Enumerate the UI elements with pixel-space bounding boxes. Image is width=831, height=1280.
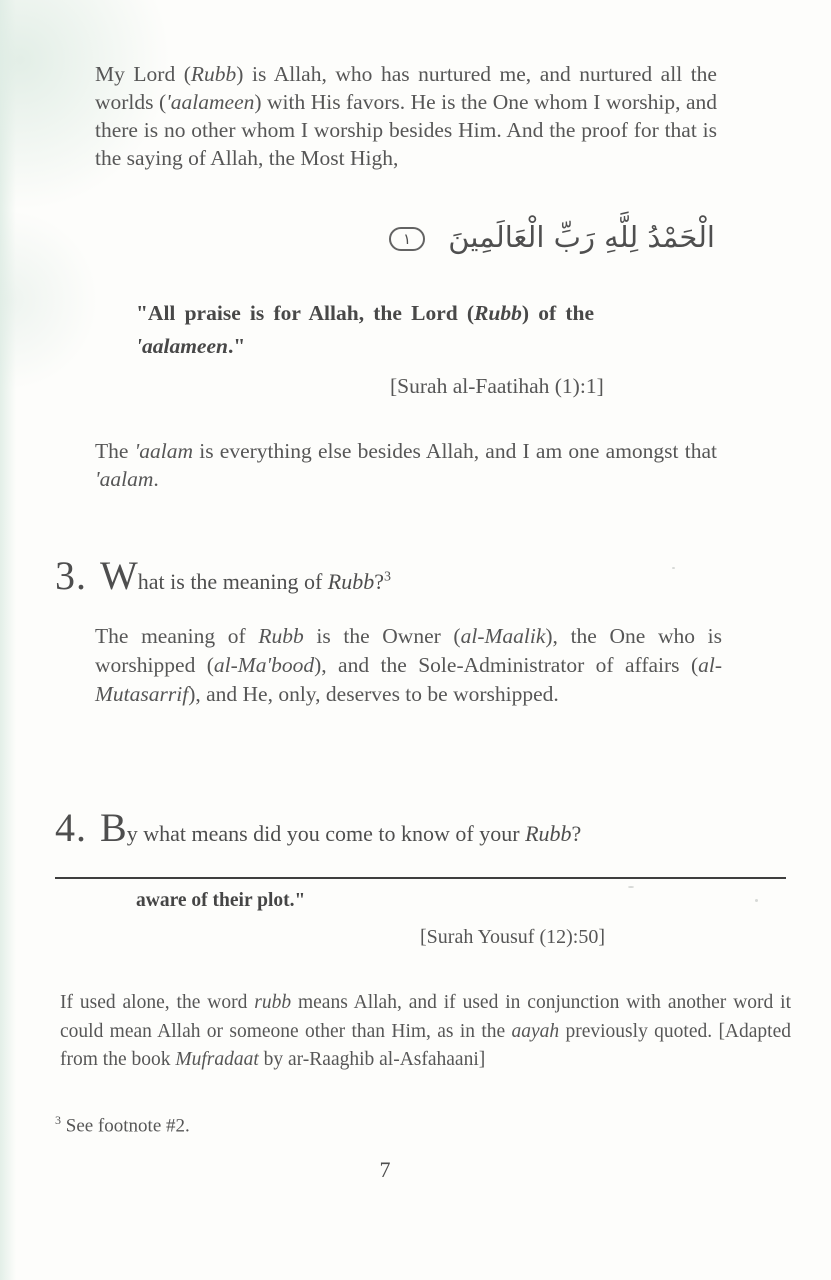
text-run: is the Owner ( bbox=[303, 624, 461, 648]
text-run: "All praise is for Allah, the Lord ( bbox=[136, 301, 475, 325]
text-run-italic: 'aalam bbox=[134, 439, 194, 463]
answer-3-paragraph bbox=[95, 622, 722, 709]
footnote-2-text bbox=[60, 989, 791, 1075]
text-run: If used alone, the word bbox=[60, 992, 255, 1013]
text-run: See footnote #2. bbox=[61, 1115, 190, 1137]
text-run: The bbox=[95, 439, 135, 463]
question-text bbox=[138, 569, 391, 594]
aalam-paragraph bbox=[95, 437, 717, 493]
text-run-italic: Rubb bbox=[258, 624, 304, 648]
text-run: ) is Allah, who has nurtured me, and nurtured all the worlds ( bbox=[95, 62, 717, 114]
question-initial-cap: B bbox=[100, 805, 127, 850]
question-4-heading bbox=[55, 804, 581, 851]
footnote-quote-continuation: aware of their plot." bbox=[136, 890, 306, 911]
text-run-italic: 'aalameen bbox=[136, 334, 228, 358]
text-run-italic: al-Ma'bood bbox=[213, 653, 315, 677]
text-run-italic: 'aalameen bbox=[166, 90, 255, 114]
text-run: ), the One who is worshipped ( bbox=[95, 624, 722, 677]
scan-speck bbox=[672, 567, 675, 569]
scan-speck bbox=[628, 886, 634, 888]
text-run-italic: rubb bbox=[254, 992, 292, 1013]
text-run-italic: 'aalam bbox=[95, 467, 154, 491]
text-run: The meaning of bbox=[95, 624, 259, 648]
text-run-italic: Rubb bbox=[474, 301, 522, 325]
text-run-italic: Mufradaat bbox=[175, 1049, 259, 1070]
text-run: is everything else besides Allah, and I am one amongst that bbox=[193, 439, 717, 463]
text-run: ), and He, only, deserves to be worshipped. bbox=[188, 682, 559, 706]
question-number: 3. bbox=[55, 553, 87, 598]
question-text bbox=[127, 821, 582, 846]
arabic-verse bbox=[95, 220, 715, 254]
footnote-reference-mark: 3 bbox=[384, 569, 391, 585]
text-run: previously quoted. [Adapted from the book bbox=[60, 1020, 791, 1070]
text-run: means Allah, and if used in conjunction with another word it could mean Allah or someone other than Him, as in the bbox=[60, 992, 792, 1042]
scan-speck bbox=[755, 899, 758, 902]
text-run-italic: Rubb bbox=[525, 821, 572, 846]
text-run: ? bbox=[374, 569, 384, 594]
text-run: ) with His favors. He is the One whom I worship, and there is no other whom I worship besides Him. And the proof for that is the saying of Allah, the Most High, bbox=[95, 90, 718, 170]
footnote-3-text bbox=[55, 1113, 190, 1137]
text-run: ." bbox=[227, 334, 246, 358]
page-number: 7 bbox=[379, 1157, 391, 1182]
text-run: My Lord ( bbox=[95, 62, 191, 86]
text-run: . bbox=[153, 467, 159, 491]
text-run-italic: aayah bbox=[511, 1020, 560, 1042]
question-initial-cap: W bbox=[100, 553, 138, 598]
text-run-italic: al-Maalik bbox=[460, 624, 546, 648]
translation-quote bbox=[136, 297, 594, 363]
footnote-marker: 3 bbox=[55, 1113, 61, 1127]
arabic-verse-text: الْحَمْدُ لِلَّهِ رَبِّ الْعَالَمِينَ bbox=[448, 220, 715, 254]
text-run: ? bbox=[571, 821, 582, 846]
footnote-separator-rule bbox=[55, 877, 786, 879]
text-run-italic: al-Mutasarrif bbox=[95, 653, 723, 706]
text-run: by ar-Raaghib al-Asfahaani] bbox=[258, 1049, 486, 1070]
intro-paragraph bbox=[95, 60, 717, 172]
text-run: hat is the meaning of bbox=[137, 569, 328, 594]
verse-number-marker: ١ bbox=[389, 227, 425, 251]
question-3-heading bbox=[55, 552, 391, 599]
text-run-italic: Rubb bbox=[327, 569, 375, 594]
surah-reference-faatihah: [Surah al-Faatihah (1):1] bbox=[390, 374, 604, 398]
text-run: ) of the bbox=[521, 301, 595, 325]
text-run-italic: Rubb bbox=[190, 62, 237, 86]
question-number: 4. bbox=[55, 805, 87, 850]
text-run: ), and the Sole-Administrator of affairs ( bbox=[314, 653, 699, 677]
surah-reference-yousuf: [Surah Yousuf (12):50] bbox=[420, 926, 605, 948]
text-run: y what means did you come to know of your bbox=[126, 821, 526, 846]
